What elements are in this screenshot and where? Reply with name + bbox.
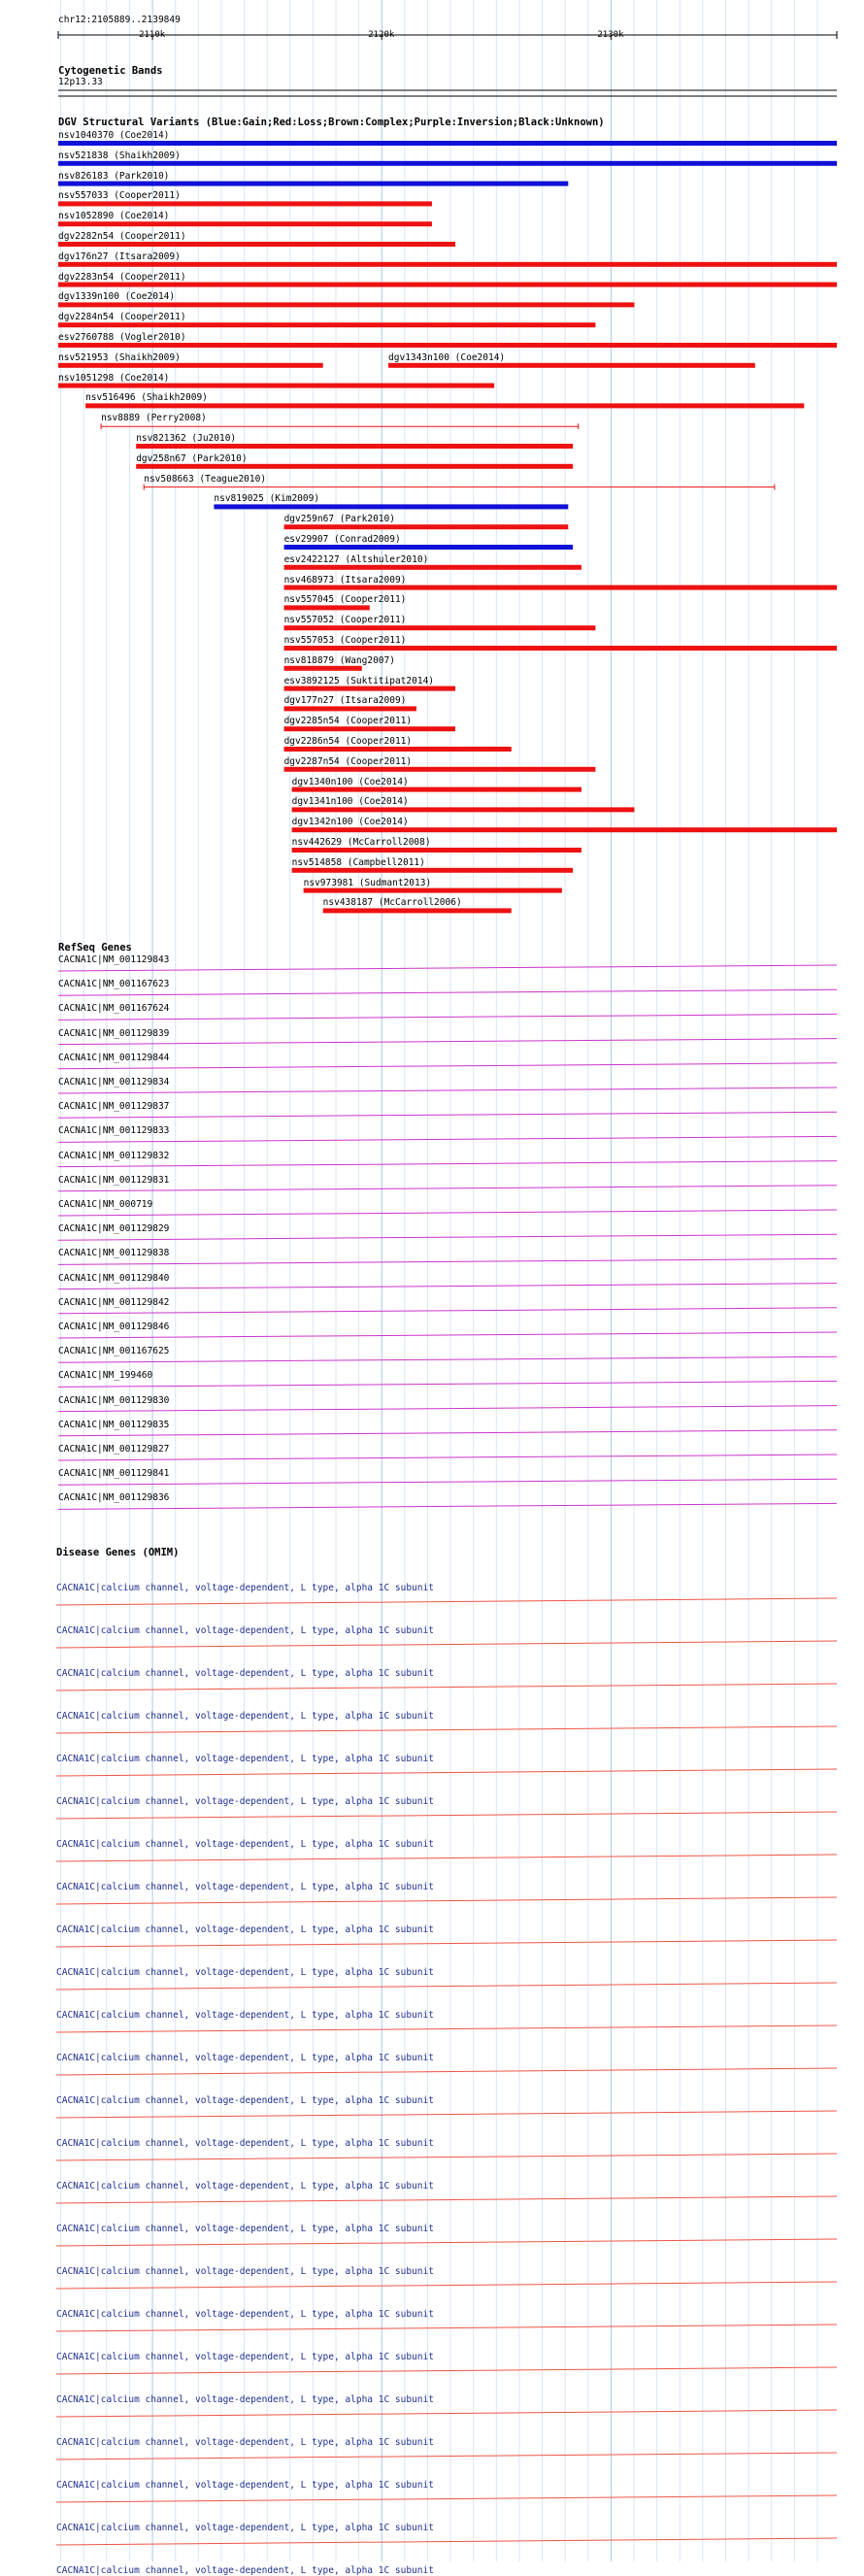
dgv-variant-label[interactable]: dgv177n27 (Itsara2009) <box>283 695 407 707</box>
dgv-variant-label[interactable]: nsv508663 (Teague2010) <box>144 473 267 485</box>
ruler-tick-label: 2120k <box>368 30 395 40</box>
omim-disease-label[interactable]: CACNA1C|calcium channel, voltage-dependent, L type, alpha 1C subunit <box>56 2095 434 2106</box>
omim-disease-label[interactable]: CACNA1C|calcium channel, voltage-dependent, L type, alpha 1C subunit <box>56 1882 434 1892</box>
coordinate-label: chr12:2105889..2139849 <box>58 15 181 25</box>
dgv-variant-label[interactable]: dgv2282n54 (Cooper2011) <box>58 231 186 242</box>
omim-disease-label[interactable]: CACNA1C|calcium channel, voltage-dependent, L type, alpha 1C subunit <box>56 2394 434 2405</box>
dgv-variant-label[interactable]: dgv258n67 (Park2010) <box>136 452 248 464</box>
omim-disease-label[interactable]: CACNA1C|calcium channel, voltage-dependent, L type, alpha 1C subunit <box>56 1711 434 1722</box>
refseq-gene-label[interactable]: CACNA1C|NM_001129836 <box>58 1492 170 1504</box>
omim-disease-label[interactable]: CACNA1C|calcium channel, voltage-dependent, L type, alpha 1C subunit <box>56 2565 434 2576</box>
omim-disease-label[interactable]: CACNA1C|calcium channel, voltage-dependent, L type, alpha 1C subunit <box>56 2523 434 2533</box>
cytoband-title: Cytogenetic Bands <box>58 65 163 77</box>
ruler-tick-label: 2110k <box>139 30 166 40</box>
refseq-gene-label[interactable]: CACNA1C|NM_001129835 <box>58 1419 170 1430</box>
dgv-variant-label[interactable]: esv2760788 (Vogler2010) <box>58 332 186 343</box>
refseq-gene-label[interactable]: CACNA1C|NM_001129839 <box>58 1027 170 1039</box>
dgv-variant-label[interactable]: nsv819025 (Kim2009) <box>214 493 320 505</box>
dgv-variant-label[interactable]: nsv818879 (Wang2007) <box>283 654 395 666</box>
dgv-variant-label[interactable]: dgv2286n54 (Cooper2011) <box>283 736 413 747</box>
omim-disease-label[interactable]: CACNA1C|calcium channel, voltage-dependent, L type, alpha 1C subunit <box>56 2437 434 2448</box>
dgv-variant-label[interactable]: nsv973981 (Sudmant2013) <box>303 877 432 888</box>
omim-disease-label[interactable]: CACNA1C|calcium channel, voltage-dependent, L type, alpha 1C subunit <box>56 2224 434 2234</box>
dgv-variant-label[interactable]: esv29907 (Conrad2009) <box>283 534 401 545</box>
omim-disease-label[interactable]: CACNA1C|calcium channel, voltage-dependent, L type, alpha 1C subunit <box>56 1839 434 1850</box>
refseq-gene-label[interactable]: CACNA1C|NM_001129827 <box>58 1444 170 1455</box>
omim-disease-label[interactable]: CACNA1C|calcium channel, voltage-dependent, L type, alpha 1C subunit <box>56 1625 434 1636</box>
refseq-gene-label[interactable]: CACNA1C|NM_001129841 <box>58 1468 170 1480</box>
refseq-gene-label[interactable]: CACNA1C|NM_001129831 <box>58 1174 170 1186</box>
omim-disease-label[interactable]: CACNA1C|calcium channel, voltage-dependent, L type, alpha 1C subunit <box>56 2352 434 2362</box>
dgv-variant-label[interactable]: nsv826183 (Park2010) <box>58 170 170 182</box>
dgv-variant-label[interactable]: nsv438187 (McCarroll2006) <box>322 897 462 909</box>
dgv-variant-label[interactable]: dgv1341n100 (Coe2014) <box>291 796 409 808</box>
dgv-variant-label[interactable]: dgv2284n54 (Cooper2011) <box>58 312 186 323</box>
refseq-gene-label[interactable]: CACNA1C|NM_001129830 <box>58 1394 170 1406</box>
refseq-gene-label[interactable]: CACNA1C|NM_001167623 <box>58 979 170 990</box>
refseq-gene-label[interactable]: CACNA1C|NM_001129832 <box>58 1150 170 1161</box>
refseq-gene-label[interactable]: CACNA1C|NM_001129844 <box>58 1052 170 1063</box>
refseq-gene-label[interactable]: CACNA1C|NM_001129833 <box>58 1125 170 1137</box>
omim-title: Disease Genes (OMIM) <box>56 1547 180 1558</box>
ruler-tick-label: 2130k <box>597 30 624 40</box>
omim-disease-label[interactable]: CACNA1C|calcium channel, voltage-dependent, L type, alpha 1C subunit <box>56 1796 434 1807</box>
cytoband-label: 12p13.33 <box>58 77 103 87</box>
refseq-gene-label[interactable]: CACNA1C|NM_001167625 <box>58 1346 170 1357</box>
dgv-variant-label[interactable]: nsv1040370 (Coe2014) <box>58 130 170 141</box>
dgv-variant-label[interactable]: nsv1051298 (Coe2014) <box>58 372 170 384</box>
dgv-variant-label[interactable]: dgv2287n54 (Cooper2011) <box>283 755 413 767</box>
refseq-gene-label[interactable]: CACNA1C|NM_001129843 <box>58 954 170 965</box>
refseq-gene-label[interactable]: CACNA1C|NM_001129840 <box>58 1272 170 1284</box>
omim-disease-label[interactable]: CACNA1C|calcium channel, voltage-dependent, L type, alpha 1C subunit <box>56 2138 434 2149</box>
omim-disease-label[interactable]: CACNA1C|calcium channel, voltage-dependent, L type, alpha 1C subunit <box>56 2309 434 2320</box>
dgv-variant-label[interactable]: dgv2283n54 (Cooper2011) <box>58 271 186 283</box>
dgv-variant-label[interactable]: nsv514858 (Campbell2011) <box>291 856 425 868</box>
dgv-variant-label[interactable]: nsv516496 (Shaikh2009) <box>85 392 208 404</box>
refseq-gene-label[interactable]: CACNA1C|NM_001129837 <box>58 1101 170 1113</box>
dgv-variant-label[interactable]: dgv259n67 (Park2010) <box>283 514 395 525</box>
dgv-variant-label[interactable]: nsv557052 (Cooper2011) <box>283 615 407 626</box>
dgv-variant-label[interactable]: dgv2285n54 (Cooper2011) <box>283 716 413 727</box>
omim-disease-label[interactable]: CACNA1C|calcium channel, voltage-dependent, L type, alpha 1C subunit <box>56 2266 434 2277</box>
refseq-gene-label[interactable]: CACNA1C|NM_001129829 <box>58 1223 170 1235</box>
omim-disease-label[interactable]: CACNA1C|calcium channel, voltage-dependent, L type, alpha 1C subunit <box>56 1924 434 1935</box>
dgv-variant-label[interactable]: nsv557033 (Cooper2011) <box>58 190 181 202</box>
refseq-gene-label[interactable]: CACNA1C|NM_001129834 <box>58 1077 170 1087</box>
refseq-gene-label[interactable]: CACNA1C|NM_001167624 <box>58 1003 170 1015</box>
dgv-variant-label[interactable]: dgv1343n100 (Coe2014) <box>388 351 506 363</box>
dgv-variant-label[interactable]: esv3892125 (Suktitipat2014) <box>283 675 435 686</box>
dgv-variant-label[interactable]: esv2422127 (Altshuler2010) <box>283 553 429 565</box>
dgv-variant-label[interactable]: dgv1339n100 (Coe2014) <box>58 291 176 303</box>
dgv-variant-label[interactable]: nsv557045 (Cooper2011) <box>283 594 407 606</box>
dgv-variant-label[interactable]: nsv557053 (Cooper2011) <box>283 635 407 646</box>
omim-disease-label[interactable]: CACNA1C|calcium channel, voltage-dependent, L type, alpha 1C subunit <box>56 1668 434 1679</box>
dgv-variant-label[interactable]: nsv521953 (Shaikh2009) <box>58 351 181 363</box>
refseq-gene-label[interactable]: CACNA1C|NM_001129838 <box>58 1248 170 1259</box>
dgv-title: DGV Structural Variants (Blue:Gain;Red:Loss;Brown:Complex;Purple:Inversion;Black:Unknown) <box>58 117 605 128</box>
omim-disease-label[interactable]: CACNA1C|calcium channel, voltage-dependent, L type, alpha 1C subunit <box>56 1583 434 1593</box>
dgv-variant-label[interactable]: nsv468973 (Itsara2009) <box>283 574 407 585</box>
omim-disease-label[interactable]: CACNA1C|calcium channel, voltage-dependent, L type, alpha 1C subunit <box>56 2010 434 2021</box>
refseq-title: RefSeq Genes <box>58 942 132 953</box>
refseq-gene-label[interactable]: CACNA1C|NM_000719 <box>58 1199 153 1210</box>
omim-disease-label[interactable]: CACNA1C|calcium channel, voltage-dependent, L type, alpha 1C subunit <box>56 1754 434 1764</box>
omim-disease-label[interactable]: CACNA1C|calcium channel, voltage-dependent, L type, alpha 1C subunit <box>56 2181 434 2191</box>
omim-disease-label[interactable]: CACNA1C|calcium channel, voltage-dependent, L type, alpha 1C subunit <box>56 2053 434 2063</box>
dgv-variant-label[interactable]: nsv442629 (McCarroll2008) <box>291 837 431 848</box>
dgv-variant-label[interactable]: nsv521838 (Shaikh2009) <box>58 150 181 161</box>
refseq-gene-label[interactable]: CACNA1C|NM_001129842 <box>58 1296 170 1308</box>
refseq-gene-label[interactable]: CACNA1C|NM_199460 <box>58 1370 153 1382</box>
dgv-variant-label[interactable]: dgv1340n100 (Coe2014) <box>291 776 409 787</box>
dgv-variant-label[interactable]: nsv1052890 (Coe2014) <box>58 211 170 222</box>
dgv-variant-label[interactable]: dgv1342n100 (Coe2014) <box>291 817 409 828</box>
omim-disease-label[interactable]: CACNA1C|calcium channel, voltage-dependent, L type, alpha 1C subunit <box>56 2480 434 2491</box>
refseq-gene-label[interactable]: CACNA1C|NM_001129846 <box>58 1321 170 1332</box>
omim-disease-label[interactable]: CACNA1C|calcium channel, voltage-dependent, L type, alpha 1C subunit <box>56 1967 434 1978</box>
dgv-variant-label[interactable]: dgv176n27 (Itsara2009) <box>58 251 181 262</box>
dgv-variant-label[interactable]: nsv821362 (Ju2010) <box>136 433 237 444</box>
dgv-variant-label[interactable]: nsv8889 (Perry2008) <box>101 413 207 424</box>
